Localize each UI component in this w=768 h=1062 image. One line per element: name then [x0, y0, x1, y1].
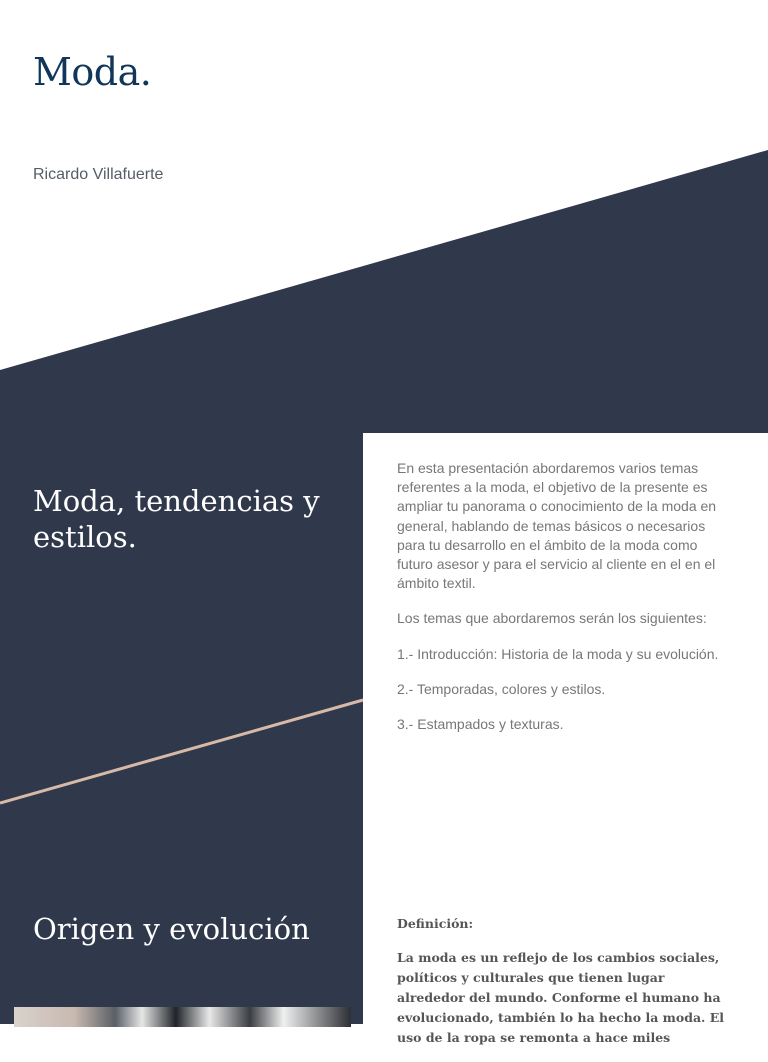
definition-text: [397, 914, 732, 1062]
author-name: Ricardo Villafuerte: [33, 166, 164, 183]
intro-text: [397, 459, 737, 750]
topic-item: 2.- Temporadas, colores y estilos.: [397, 680, 606, 697]
slide-heading: Moda, tendencias y estilos.: [33, 484, 320, 554]
topics-lead: Los temas que abordaremos serán los siguientes:: [397, 610, 707, 627]
slide-intro: [0, 433, 768, 888]
fashion-photo: [14, 1007, 351, 1027]
content-panel: [363, 433, 768, 888]
slide-origin: [0, 888, 768, 1045]
definition-heading: Definición:: [397, 916, 474, 931]
intro-paragraph: En esta presentación abordaremos varios temas referentes a la moda, el objetivo de la presente es ampliar tu panorama o conocimiento de la moda en general, hablando de temas básicos o necesarios para tu desarrollo en el ámbito de la moda como futuro asesor y para el servicio al cliente en el en el ámbito textil.: [397, 460, 717, 592]
topic-item: 3.- Estampados y texturas.: [397, 716, 564, 733]
content-panel: [363, 888, 768, 1045]
slide-heading: Origen y evolución: [33, 912, 310, 946]
topic-item: 1.- Introducción: Historia de la moda y su evolución.: [397, 645, 719, 662]
definition-body: La moda es un reflejo de los cambios sociales, políticos y culturales que tienen lugar alrededor del mundo. Conforme el humano ha evolucionado, también lo ha hecho la moda. El uso de la ropa se remonta a hace miles: [397, 950, 725, 1045]
presentation-title: Moda.: [33, 50, 152, 94]
slide-title: [0, 0, 768, 433]
